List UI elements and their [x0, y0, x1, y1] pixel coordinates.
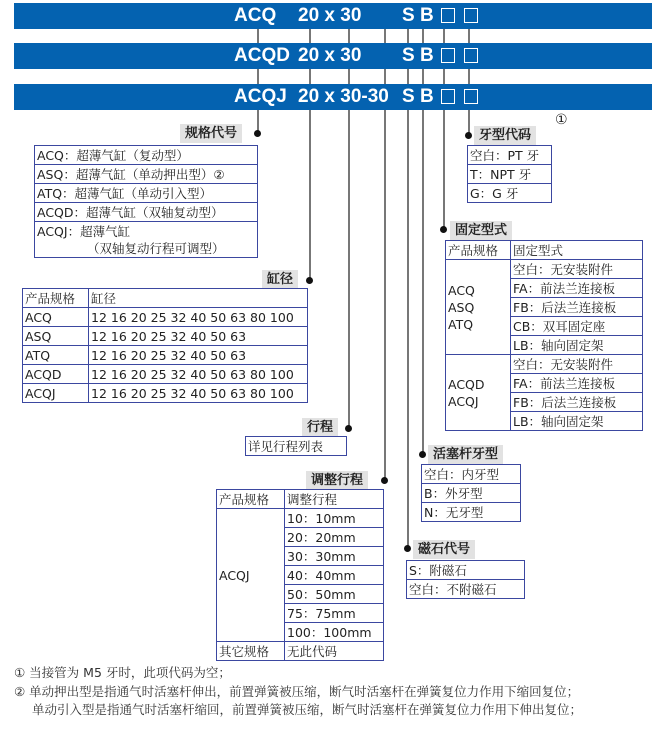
model-name: ACQD — [448, 376, 485, 392]
model-cell: 其它规格 — [217, 642, 285, 661]
bore-values: 12 16 20 25 32 40 50 63 — [89, 327, 308, 346]
magnet-table — [406, 560, 525, 599]
dot-stroke — [345, 425, 352, 432]
adjust-option: 100：100mm — [285, 623, 384, 642]
blank-box-icon — [464, 48, 478, 63]
dot-bore — [306, 277, 313, 284]
dot-mount — [440, 226, 447, 233]
adjust-table — [216, 489, 384, 661]
magnet-option: 空白：不附磁石 — [407, 580, 525, 599]
footnote-2-cont: 单动引入型是指通气时活塞杆缩回，前置弹簧被压缩，断气时活塞杆在弹簧复位力作用下伸出复位； — [32, 702, 583, 717]
size-code: 20 x 30 — [298, 5, 362, 26]
model-cell — [446, 260, 511, 355]
code-bar-acq — [14, 3, 652, 29]
blank-box-icon — [464, 89, 478, 104]
mount-option: FA：前法兰连接板 — [511, 374, 643, 393]
magnet-label: 磁石代号 — [413, 540, 475, 559]
adjust-option: 30：30mm — [285, 547, 384, 566]
adjust-label: 调整行程 — [306, 471, 368, 490]
adjust-option: 75：75mm — [285, 604, 384, 623]
model-cell: ACQJ — [23, 384, 89, 403]
adjust-option: 40：40mm — [285, 566, 384, 585]
thread-option: T：NPT 牙 — [468, 165, 552, 184]
mount-option: LB：轴向固定架 — [511, 412, 643, 431]
mount-option: FB：后法兰连接板 — [511, 298, 643, 317]
dot-thread — [465, 132, 472, 139]
adjust-option: 10：10mm — [285, 509, 384, 528]
blank-box-icon — [441, 89, 455, 104]
size-code: 20 x 30 — [298, 45, 362, 66]
stroke-label: 行程 — [302, 418, 338, 437]
dot-rod — [419, 451, 426, 458]
spec-row: ATQ：超薄气缸（单动引入型） — [35, 184, 258, 203]
footnote-mark: ① — [555, 112, 568, 128]
blank-box-icon — [464, 8, 478, 23]
mount-option: LB：轴向固定架 — [511, 336, 643, 355]
mount-option: CB：双耳固定座 — [511, 317, 643, 336]
stroke-value: 详见行程列表 — [246, 437, 347, 456]
mount-label: 固定型式 — [450, 221, 512, 240]
model-code: ACQJ — [234, 86, 287, 107]
spec-row: ASQ：超薄气缸（单动押出型）② — [35, 165, 258, 184]
blank-box-icon — [441, 48, 455, 63]
model-name: ACQJ — [448, 393, 479, 409]
spec-row: ACQD：超薄气缸（双轴复动型） — [35, 203, 258, 222]
spec-row: ACQ：超薄气缸（复动型） — [35, 146, 258, 165]
bore-values: 12 16 20 25 32 40 50 63 80 100 — [89, 365, 308, 384]
spec-table — [34, 145, 258, 258]
rod-option: B：外牙型 — [422, 484, 521, 503]
adjust-option: 50：50mm — [285, 585, 384, 604]
mount-option: 空白：无安装附件 — [511, 260, 643, 279]
header-cell: 固定型式 — [511, 241, 643, 260]
header-cell: 产品规格 — [446, 241, 511, 260]
mount-option: FA：前法兰连接板 — [511, 279, 643, 298]
magnet-option: S：附磁石 — [407, 561, 525, 580]
thread-table — [467, 145, 552, 203]
spec-row — [35, 222, 258, 258]
thread-option: G：G 牙 — [468, 184, 552, 203]
header-cell: 调整行程 — [285, 490, 384, 509]
model-name: ACQ — [448, 282, 475, 298]
code-bar-acqd — [14, 43, 652, 69]
adjust-option: 无此代码 — [285, 642, 384, 661]
footnote-2: ② 单动押出型是指通气时活塞杆伸出，前置弹簧被压缩，断气时活塞杆在弹簧复位力作用下缩回复位； — [14, 684, 580, 699]
model-name: ASQ — [448, 299, 475, 315]
suffix-code: S B — [402, 5, 434, 26]
rod-option: 空白：内牙型 — [422, 465, 521, 484]
code-bar-acqj — [14, 84, 652, 110]
rod-option: N：无牙型 — [422, 503, 521, 522]
mount-table — [445, 240, 643, 431]
spec-row-line2: （双轴复动行程可调型） — [87, 240, 225, 256]
size-code: 20 x 30-30 — [298, 86, 389, 107]
model-cell: ACQ — [23, 308, 89, 327]
rod-table — [421, 464, 521, 522]
model-code: ACQD — [234, 45, 290, 66]
model-cell: ACQD — [23, 365, 89, 384]
bore-table — [22, 288, 308, 403]
adjust-option: 20：20mm — [285, 528, 384, 547]
header-cell: 缸径 — [89, 289, 308, 308]
header-cell: 产品规格 — [23, 289, 89, 308]
thread-label: 牙型代码 — [474, 126, 536, 145]
suffix-code: S B — [402, 86, 434, 107]
spec-row-line1: ACQJ：超薄气缸 — [37, 223, 131, 239]
mount-option: 空白：无安装附件 — [511, 355, 643, 374]
spec-label: 规格代号 — [180, 124, 242, 143]
bore-values: 12 16 20 25 32 40 50 63 80 100 — [89, 308, 308, 327]
model-cell — [446, 355, 511, 431]
model-cell: ASQ — [23, 327, 89, 346]
bore-label: 缸径 — [262, 270, 298, 289]
thread-option: 空白：PT 牙 — [468, 146, 552, 165]
model-cell: ACQJ — [217, 509, 285, 642]
mount-option: FB：后法兰连接板 — [511, 393, 643, 412]
blank-box-icon — [441, 8, 455, 23]
model-cell: ATQ — [23, 346, 89, 365]
footnote-1: ① 当接管为 M5 牙时，此项代码为空； — [14, 665, 231, 680]
stroke-table — [245, 436, 347, 456]
suffix-code: S B — [402, 45, 434, 66]
bore-values: 12 16 20 25 32 40 50 63 — [89, 346, 308, 365]
model-code: ACQ — [234, 5, 277, 26]
dot-spec — [254, 130, 261, 137]
model-name: ATQ — [448, 316, 474, 332]
dot-magnet — [404, 545, 411, 552]
rod-label: 活塞杆牙型 — [428, 445, 503, 464]
header-cell: 产品规格 — [217, 490, 285, 509]
dot-adjust — [381, 477, 388, 484]
bore-values: 12 16 20 25 32 40 50 63 80 100 — [89, 384, 308, 403]
